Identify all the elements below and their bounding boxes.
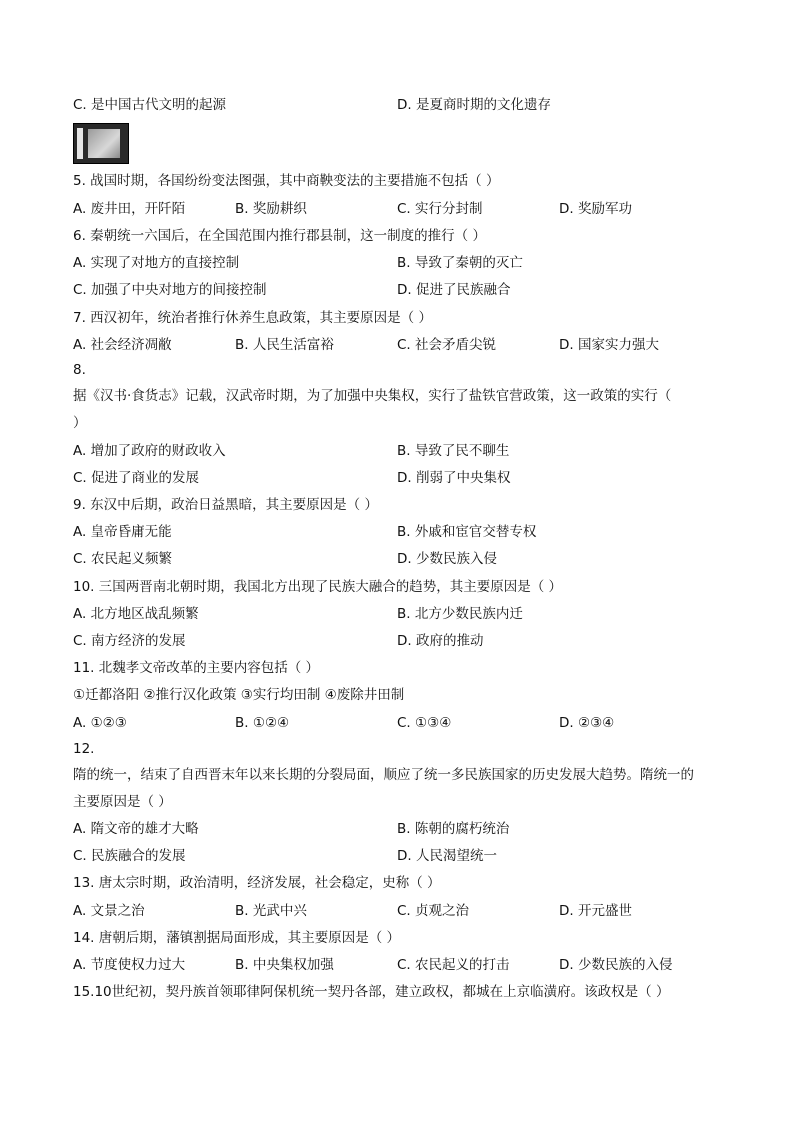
q5-option-d: D. 奖励军功 bbox=[559, 201, 632, 217]
q5-option-a: A. 废井田，开阡陌 bbox=[73, 201, 186, 217]
q11-option-a: A. ①②③ bbox=[73, 715, 127, 731]
q9-option-b: B. 外戚和宦官交替专权 bbox=[397, 524, 537, 540]
q12-stem-line1: 隋的统一，结束了自西晋末年以来长期的分裂局面，顺应了统一多民族国家的历史发展大趋势。隋统一的 bbox=[73, 767, 694, 783]
q8-option-b: B. 导致了民不聊生 bbox=[397, 443, 510, 459]
q13-option-d: D. 开元盛世 bbox=[559, 903, 632, 919]
question-image bbox=[73, 123, 129, 164]
q7-option-b: B. 人民生活富裕 bbox=[235, 337, 334, 353]
q8-option-a: A. 增加了政府的财政收入 bbox=[73, 443, 226, 459]
q8-number: 8. bbox=[73, 362, 86, 378]
q14-option-d: D. 少数民族的入侵 bbox=[559, 957, 673, 973]
q8-stem-line2: ） bbox=[73, 415, 87, 431]
q14-option-c: C. 农民起义的打击 bbox=[397, 957, 510, 973]
q10-option-a: A. 北方地区战乱频繁 bbox=[73, 606, 199, 622]
q10-option-c: C. 南方经济的发展 bbox=[73, 633, 186, 649]
q10-option-b: B. 北方少数民族内迁 bbox=[397, 606, 523, 622]
q13-option-a: A. 文景之治 bbox=[73, 903, 145, 919]
q9-option-d: D. 少数民族入侵 bbox=[397, 551, 497, 567]
q7-option-c: C. 社会矛盾尖锐 bbox=[397, 337, 497, 353]
q12-option-a: A. 隋文帝的雄才大略 bbox=[73, 821, 199, 837]
q15-stem: 15.10世纪初，契丹族首领耶律阿保机统一契丹各部，建立政权，都城在上京临潢府。该政权是（ ） bbox=[73, 984, 670, 1000]
q6-option-d: D. 促进了民族融合 bbox=[397, 282, 511, 298]
q6-option-c: C. 加强了中央对地方的间接控制 bbox=[73, 282, 267, 298]
q4-option-d: D. 是夏商时期的文化遗存 bbox=[397, 97, 551, 113]
q5-stem: 5. 战国时期，各国纷纷变法图强，其中商鞅变法的主要措施不包括（ ） bbox=[73, 173, 500, 189]
q7-option-d: D. 国家实力强大 bbox=[559, 337, 659, 353]
q11-items: ①迁都洛阳 ②推行汉化政策 ③实行均田制 ④废除井田制 bbox=[73, 687, 405, 703]
q9-stem: 9. 东汉中后期，政治日益黑暗，其主要原因是（ ） bbox=[73, 497, 378, 513]
q12-option-b: B. 陈朝的腐朽统治 bbox=[397, 821, 510, 837]
q13-option-b: B. 光武中兴 bbox=[235, 903, 307, 919]
q11-stem: 11. 北魏孝文帝改革的主要内容包括（ ） bbox=[73, 660, 320, 676]
q5-option-b: B. 奖励耕织 bbox=[235, 201, 307, 217]
q11-option-b: B. ①②④ bbox=[235, 715, 290, 731]
q7-stem: 7. 西汉初年，统治者推行休养生息政策，其主要原因是（ ） bbox=[73, 310, 432, 326]
q14-option-a: A. 节度使权力过大 bbox=[73, 957, 186, 973]
q10-stem: 10. 三国两晋南北朝时期，我国北方出现了民族大融合的趋势，其主要原因是（ ） bbox=[73, 579, 563, 595]
q11-option-d: D. ②③④ bbox=[559, 715, 615, 731]
q6-option-b: B. 导致了秦朝的灭亡 bbox=[397, 255, 523, 271]
q10-option-d: D. 政府的推动 bbox=[397, 633, 484, 649]
q9-option-c: C. 农民起义频繁 bbox=[73, 551, 173, 567]
q12-option-c: C. 民族融合的发展 bbox=[73, 848, 186, 864]
q8-option-c: C. 促进了商业的发展 bbox=[73, 470, 200, 486]
q14-option-b: B. 中央集权加强 bbox=[235, 957, 334, 973]
q6-stem: 6. 秦朝统一六国后，在全国范围内推行郡县制，这一制度的推行（ ） bbox=[73, 228, 486, 244]
q14-stem: 14. 唐朝后期，藩镇割据局面形成，其主要原因是（ ） bbox=[73, 930, 401, 946]
q8-stem-line1: 据《汉书·食货志》记载，汉武帝时期，为了加强中央集权，实行了盐铁官营政策，这一政策的实行（ bbox=[73, 388, 672, 404]
q13-option-c: C. 贞观之治 bbox=[397, 903, 470, 919]
q13-stem: 13. 唐太宗时期，政治清明，经济发展，社会稳定，史称（ ） bbox=[73, 875, 441, 891]
q4-option-c: C. 是中国古代文明的起源 bbox=[73, 97, 227, 113]
q9-option-a: A. 皇帝昏庸无能 bbox=[73, 524, 172, 540]
q6-option-a: A. 实现了对地方的直接控制 bbox=[73, 255, 240, 271]
q7-option-a: A. 社会经济凋敝 bbox=[73, 337, 172, 353]
q12-stem-line2: 主要原因是（ ） bbox=[73, 794, 172, 810]
q11-option-c: C. ①③④ bbox=[397, 715, 452, 731]
q12-option-d: D. 人民渴望统一 bbox=[397, 848, 497, 864]
q5-option-c: C. 实行分封制 bbox=[397, 201, 483, 217]
q8-option-d: D. 削弱了中央集权 bbox=[397, 470, 511, 486]
q12-number: 12. bbox=[73, 741, 95, 757]
